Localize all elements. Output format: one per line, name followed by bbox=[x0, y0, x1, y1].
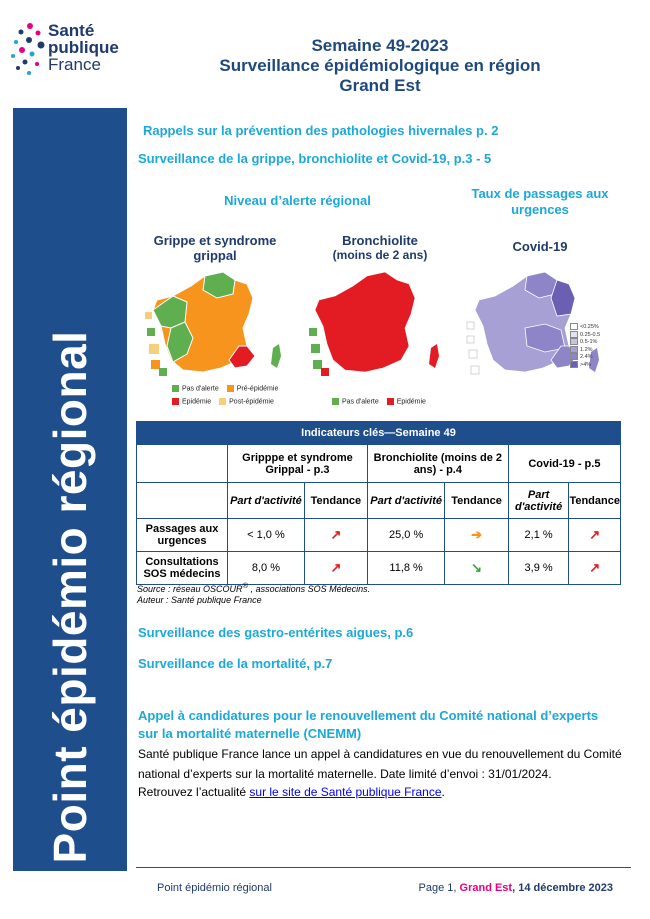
group-covid: Covid-19 - p.5 bbox=[508, 445, 620, 483]
scale-4: 2.4% bbox=[580, 354, 593, 361]
source-author: Auteur : Santé publique France bbox=[137, 595, 262, 605]
table-corner bbox=[137, 445, 228, 483]
logo-line2: publique bbox=[48, 38, 119, 57]
emergency-rate-header: Taux de passages aux urgences bbox=[471, 186, 609, 217]
cell-value: < 1,0 % bbox=[228, 519, 305, 552]
scale-1: 0.25-0.5 bbox=[580, 331, 601, 338]
legend-b-pas-alerte: Pas d'alerte bbox=[342, 398, 379, 406]
scale-0: <0.25% bbox=[580, 323, 599, 330]
link-gastro[interactable]: Surveillance des gastro-entérites aigues, p.6 bbox=[138, 625, 414, 640]
cell-value: 8,0 % bbox=[228, 552, 305, 585]
link-grippe-surveillance[interactable]: Surveillance de la grippe, bronchiolite et Covid-19, p.3 - 5 bbox=[138, 151, 492, 166]
sub-part-3: Part d'activité bbox=[514, 488, 563, 513]
bronchiolite-title-text: Bronchiolite bbox=[342, 233, 418, 248]
map-grippe bbox=[143, 268, 293, 380]
covid-scale-legend bbox=[570, 323, 600, 368]
sub-tendance-1: Tendance bbox=[304, 483, 367, 519]
page-header bbox=[150, 36, 610, 96]
legend-b-epidemie: Epidémie bbox=[396, 398, 426, 406]
sub-tendance-2: Tendance bbox=[445, 483, 508, 519]
map-bronchiolite bbox=[305, 268, 445, 380]
map-title-bronchiolite bbox=[315, 233, 445, 263]
row-label-sos: Consultations SOS médecins bbox=[137, 552, 228, 585]
bronchiolite-subtitle: (moins de 2 ans) bbox=[332, 248, 428, 262]
footer-region: Grand Est bbox=[459, 882, 513, 894]
source-note bbox=[137, 580, 370, 606]
legend-epidemie: Epidémie bbox=[182, 398, 212, 406]
logo-text bbox=[48, 22, 119, 73]
cell-value: 3,9 % bbox=[508, 552, 569, 585]
sub-part-1: Part d'activité bbox=[230, 494, 302, 507]
region-title: Grand Est bbox=[339, 76, 421, 95]
map-title-grippe: Grippe et syndrome grippal bbox=[153, 233, 277, 263]
scale-3: 1.2% bbox=[580, 346, 593, 353]
legend-bronchiolite bbox=[332, 398, 432, 405]
retrouvez-line bbox=[138, 782, 628, 802]
map-title-covid: Covid-19 bbox=[512, 239, 568, 254]
legend-pre-epidemie: Pré-épidémie bbox=[236, 385, 279, 393]
scale-2: 0.5-1% bbox=[580, 339, 598, 346]
source-sup: ® bbox=[242, 581, 249, 590]
sub-part-2: Part d'activité bbox=[370, 494, 442, 507]
footer-divider bbox=[136, 867, 631, 868]
logo-line3: France bbox=[48, 55, 101, 74]
week-title: Semaine 49-2023 bbox=[311, 36, 449, 55]
source-line1: Source : réseau OSCOUR bbox=[137, 584, 243, 594]
link-prevention[interactable]: Rappels sur la prévention des pathologies hivernales p. 2 bbox=[143, 123, 499, 138]
sidebar-title: Point épidémio régional bbox=[44, 330, 96, 864]
source-line1b: , associations SOS Médecins. bbox=[248, 584, 371, 594]
spf-website-link[interactable]: sur le site de Santé publique France bbox=[249, 785, 442, 799]
group-bronchiolite: Bronchiolite (moins de 2 ans) - p.4 bbox=[367, 445, 508, 483]
retrouvez-end: . bbox=[441, 785, 445, 799]
legend-grippe-row1 bbox=[172, 385, 284, 392]
sub-tendance-3: Tendance bbox=[569, 483, 621, 519]
footer-right bbox=[419, 882, 613, 894]
trend-right-icon: ➔ bbox=[445, 519, 508, 552]
trend-up-icon: ↗ bbox=[304, 519, 367, 552]
retrouvez-text: Retrouvez l’actualité bbox=[138, 785, 250, 799]
alert-level-header: Niveau d’alerte régional bbox=[224, 193, 371, 208]
footer-page: Page 1, bbox=[418, 882, 460, 894]
trend-up-icon: ↗ bbox=[569, 519, 621, 552]
indicators-table bbox=[136, 421, 621, 585]
trend-down-icon: ↘ bbox=[445, 552, 508, 585]
legend-post-epidemie: Post-épidémie bbox=[229, 398, 274, 406]
cell-value: 25,0 % bbox=[367, 519, 444, 552]
footer-left: Point épidémio régional bbox=[157, 882, 272, 894]
table-title: Indicateurs clés—Semaine 49 bbox=[137, 422, 621, 445]
main-title: Surveillance épidémiologique en région bbox=[219, 56, 541, 75]
cell-value: 2,1 % bbox=[508, 519, 569, 552]
logo-line1: Santé bbox=[48, 21, 95, 40]
cell-value: 11,8 % bbox=[367, 552, 444, 585]
row-label-passages: Passages aux urgences bbox=[137, 519, 228, 552]
group-grippe: Gripppe et syndrome Grippal - p.3 bbox=[228, 445, 368, 483]
sidebar-banner bbox=[13, 108, 127, 871]
trend-up-icon: ↗ bbox=[569, 552, 621, 585]
table-row bbox=[137, 519, 621, 552]
legend-pas-alerte: Pas d'alerte bbox=[182, 385, 219, 393]
footer-date: , 14 décembre 2023 bbox=[512, 882, 613, 894]
scale-5: >4% bbox=[580, 361, 592, 368]
logo-dots-icon bbox=[10, 18, 50, 88]
trend-up-icon: ↗ bbox=[304, 552, 367, 585]
sub-corner bbox=[137, 483, 228, 519]
legend-grippe-row2 bbox=[172, 398, 280, 405]
link-mortalite[interactable]: Surveillance de la mortalité, p.7 bbox=[138, 656, 333, 671]
appel-title: Appel à candidatures pour le renouvellement du Comité national d’experts sur la mortalité maternelle (CNEMM) bbox=[138, 708, 599, 741]
appel-body: Santé publique France lance un appel à candidatures en vue du renouvellement du Comité national d’experts sur la mortalité maternelle. Date limité d’envoi : 31/01/2024. bbox=[138, 747, 622, 781]
